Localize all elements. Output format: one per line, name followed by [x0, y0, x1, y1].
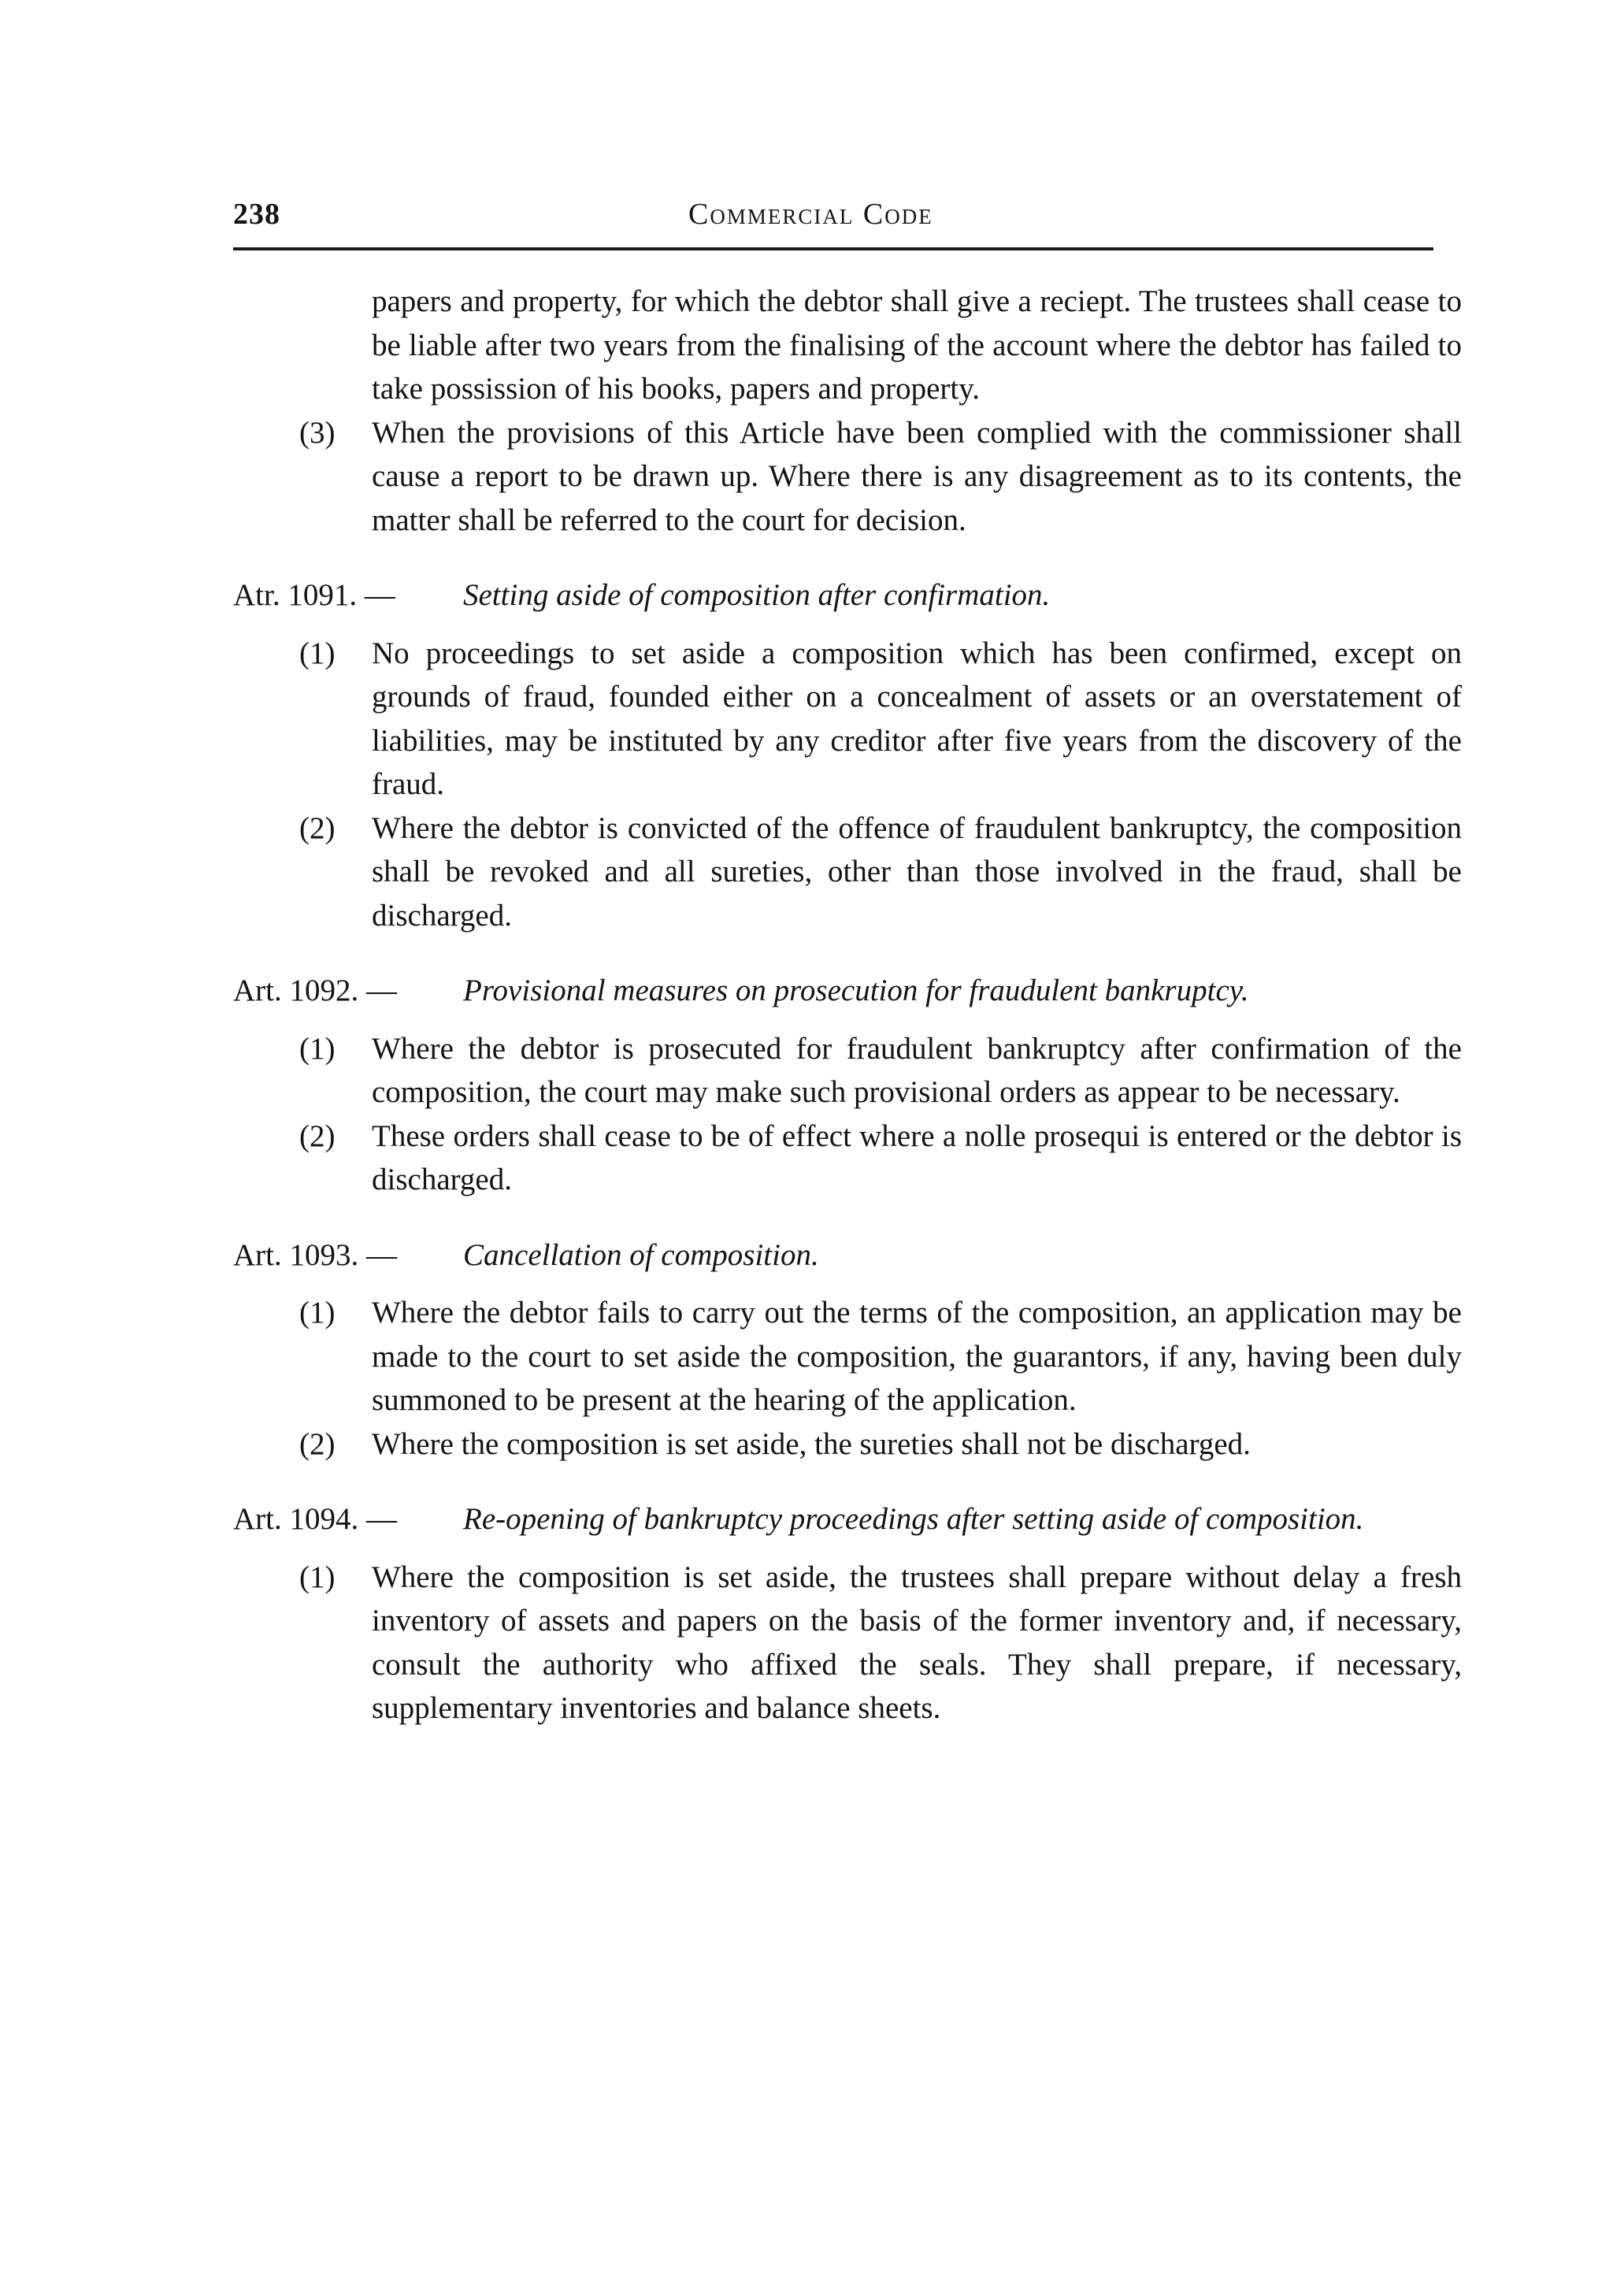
article-heading-1093	[233, 1233, 1462, 1278]
article-label: Art. 1094. —	[233, 1502, 397, 1536]
paragraph-2	[299, 1422, 1462, 1467]
paragraph-2	[299, 1115, 1462, 1202]
paragraph-text: Where the composition is set aside, the trustees shall prepare without delay a fresh inventory of assets and papers on the basis of the former inventory and, if necessary, consult the authority who affixed the seals. They shall prepare, if necessary, supplementary inventories and balance sheets.	[372, 1560, 1462, 1725]
paragraph-text: No proceedings to set aside a composition which has been confirmed, except on grounds of fraud, founded either on a concealment of assets or an overstatement of liabilities, may be instituted by any creditor after five years from the discovery of the fraud.	[372, 636, 1462, 801]
paragraph-1	[299, 1027, 1462, 1115]
page-body	[233, 280, 1462, 1730]
paragraph-text: These orders shall cease to be of effect where a nolle prosequi is entered or the debtor is discharged.	[372, 1118, 1462, 1196]
article-label: Atr. 1091. —	[233, 578, 395, 612]
paragraph-number: (3)	[299, 415, 336, 450]
paragraph-2	[299, 807, 1462, 938]
paragraph-number: (1)	[299, 636, 336, 670]
continued-paragraph: papers and property, for which the debtor shall give a reciept. The trustees shall cease to be liable after two years from the finalising of the account where the debtor has failed to take possission of his books, papers and property.	[372, 284, 1462, 406]
paragraph-1	[299, 632, 1462, 807]
paragraph-3	[299, 411, 1462, 543]
paragraph-text: Where the debtor fails to carry out the terms of the composition, an application may be made to the court to set aside the composition, the guarantors, if any, having been duly summoned to be present at the hearing of the application.	[372, 1296, 1462, 1417]
running-title: Commercial Code	[688, 198, 933, 231]
article-heading-1092	[233, 969, 1462, 1013]
paragraph-text: Where the debtor is convicted of the offence of fraudulent bankruptcy, the composition shall be revoked and all sureties, other than those involved in the fraud, shall be discharged.	[372, 810, 1462, 933]
article-label: Art. 1093. —	[233, 1237, 397, 1272]
paragraph-text: Where the composition is set aside, the sureties shall not be discharged.	[372, 1426, 1251, 1461]
article-title: Cancellation of composition.	[463, 1237, 819, 1272]
article-title: Setting aside of composition after confirmation.	[463, 578, 1051, 612]
paragraph-number: (2)	[299, 810, 336, 845]
paragraph-number: (1)	[299, 1031, 336, 1066]
article-title: Provisional measures on prosecution for fraudulent bankruptcy.	[463, 974, 1249, 1007]
paragraph-1	[299, 1556, 1462, 1730]
paragraph-number: (2)	[299, 1426, 336, 1461]
paragraph-text: Where the debtor is prosecuted for fraudulent bankruptcy after confirmation of the composition, the court may make such provisional orders as appear to be necessary.	[372, 1031, 1462, 1109]
page-number: 238	[233, 198, 280, 231]
article-1092-paragraphs	[299, 1027, 1462, 1202]
page-header	[233, 197, 1433, 252]
article-label: Art. 1092. —	[233, 974, 397, 1007]
paragraph-number: (1)	[299, 1296, 336, 1330]
article-heading-1094	[233, 1497, 1462, 1541]
article-heading-1091	[233, 573, 1462, 618]
article-1093-paragraphs	[299, 1291, 1462, 1466]
paragraph-text: When the provisions of this Article have been complied with the commissioner shall cause a report to be drawn up. Where there is any disagreement as to its contents, the matter shall be referred to the court for decision.	[372, 415, 1462, 537]
paragraph-number: (1)	[299, 1560, 336, 1594]
header-rule	[233, 247, 1433, 250]
paragraph-1	[299, 1291, 1462, 1422]
article-1094-paragraphs	[299, 1556, 1462, 1730]
article-1091-paragraphs	[299, 632, 1462, 938]
paragraph-number: (2)	[299, 1118, 336, 1153]
article-title: Re-opening of bankruptcy proceedings after setting aside of composition.	[463, 1502, 1364, 1536]
